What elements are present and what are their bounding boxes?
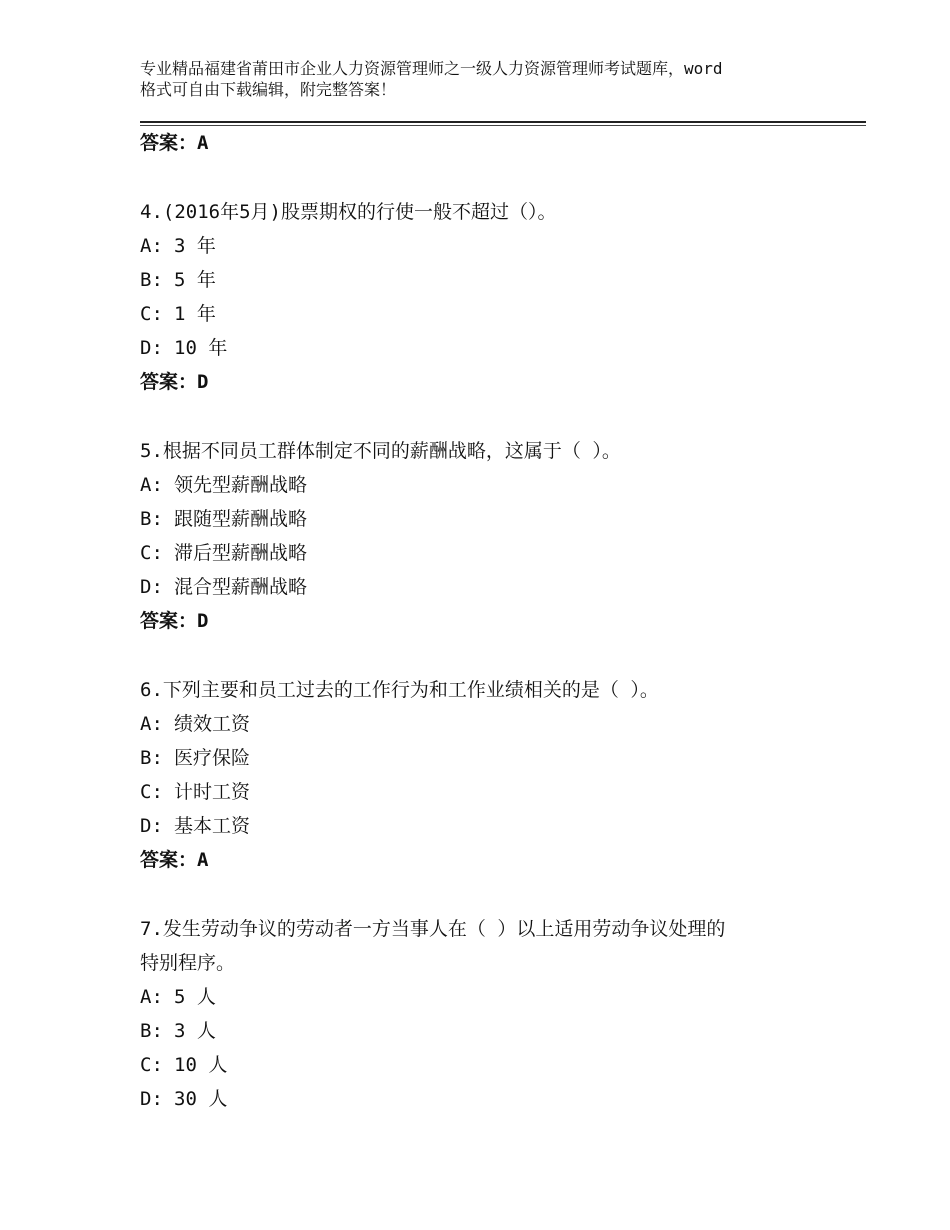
answer-label: 答案： bbox=[140, 371, 198, 393]
option-text: 30 人 bbox=[174, 1088, 228, 1110]
option-text: 跟随型薪酬战略 bbox=[174, 508, 308, 530]
header-line-1: 专业精品福建省莆田市企业人力资源管理师之一级人力资源管理师考试题库，word bbox=[140, 59, 723, 78]
option-key: A: bbox=[140, 986, 163, 1008]
option-key: C: bbox=[140, 1054, 163, 1076]
answer-value: D bbox=[197, 371, 209, 393]
option-key: B: bbox=[140, 1020, 163, 1042]
header-line-2: 格式可自由下载编辑，附完整答案！ bbox=[140, 80, 397, 99]
option-text: 领先型薪酬战略 bbox=[174, 474, 308, 496]
option-text: 计时工资 bbox=[174, 781, 251, 803]
option-c bbox=[140, 541, 307, 565]
header-divider-thick bbox=[140, 121, 866, 123]
option-key: B: bbox=[140, 269, 163, 291]
option-text: 10 人 bbox=[174, 1054, 228, 1076]
option-key: A: bbox=[140, 474, 163, 496]
option-key: B: bbox=[140, 747, 163, 769]
option-b bbox=[140, 268, 216, 292]
option-d bbox=[140, 575, 307, 599]
answer-label: 答案： bbox=[140, 849, 198, 871]
option-key: A: bbox=[140, 235, 163, 257]
question-text: 5.根据不同员工群体制定不同的薪酬战略，这属于（ ）。 bbox=[140, 440, 621, 462]
option-text: 医疗保险 bbox=[174, 747, 251, 769]
option-text: 绩效工资 bbox=[174, 713, 251, 735]
option-d bbox=[140, 814, 250, 838]
option-key: D: bbox=[140, 815, 163, 837]
question-text-continued: 特别程序。 bbox=[140, 952, 236, 974]
question-text: 7.发生劳动争议的劳动者一方当事人在（ ）以上适用劳动争议处理的 bbox=[140, 918, 726, 940]
answer-value: A bbox=[197, 849, 209, 871]
answer-value: A bbox=[197, 132, 209, 154]
option-text: 基本工资 bbox=[174, 815, 251, 837]
option-key: C: bbox=[140, 542, 163, 564]
answer-label: 答案： bbox=[140, 610, 198, 632]
option-text: 5 年 bbox=[174, 269, 216, 291]
option-text: 5 人 bbox=[174, 986, 216, 1008]
header-divider-thin bbox=[140, 125, 866, 126]
option-text: 10 年 bbox=[174, 337, 228, 359]
option-key: D: bbox=[140, 337, 163, 359]
option-c bbox=[140, 1053, 227, 1077]
question-text: 6.下列主要和员工过去的工作行为和工作业绩相关的是（ ）。 bbox=[140, 679, 659, 701]
option-d bbox=[140, 1087, 227, 1111]
option-text: 滞后型薪酬战略 bbox=[174, 542, 308, 564]
answer-line bbox=[140, 131, 208, 155]
option-a bbox=[140, 234, 216, 258]
option-a bbox=[140, 473, 307, 497]
option-text: 混合型薪酬战略 bbox=[174, 576, 308, 598]
answer-line bbox=[140, 370, 208, 394]
answer-label: 答案： bbox=[140, 132, 198, 154]
option-key: C: bbox=[140, 781, 163, 803]
option-c bbox=[140, 780, 250, 804]
option-d bbox=[140, 336, 227, 360]
option-key: B: bbox=[140, 508, 163, 530]
option-text: 1 年 bbox=[174, 303, 216, 325]
option-key: D: bbox=[140, 576, 163, 598]
answer-line bbox=[140, 848, 208, 872]
option-a bbox=[140, 985, 216, 1009]
option-text: 3 人 bbox=[174, 1020, 216, 1042]
option-key: A: bbox=[140, 713, 163, 735]
option-b bbox=[140, 1019, 216, 1043]
option-b bbox=[140, 746, 250, 770]
answer-line bbox=[140, 609, 208, 633]
question-text: 4.(2016年5月)股票期权的行使一般不超过（）。 bbox=[140, 201, 557, 223]
document-header bbox=[140, 58, 840, 100]
option-text: 3 年 bbox=[174, 235, 216, 257]
option-key: D: bbox=[140, 1088, 163, 1110]
option-a bbox=[140, 712, 250, 736]
answer-value: D bbox=[197, 610, 209, 632]
option-key: C: bbox=[140, 303, 163, 325]
option-c bbox=[140, 302, 216, 326]
option-b bbox=[140, 507, 307, 531]
